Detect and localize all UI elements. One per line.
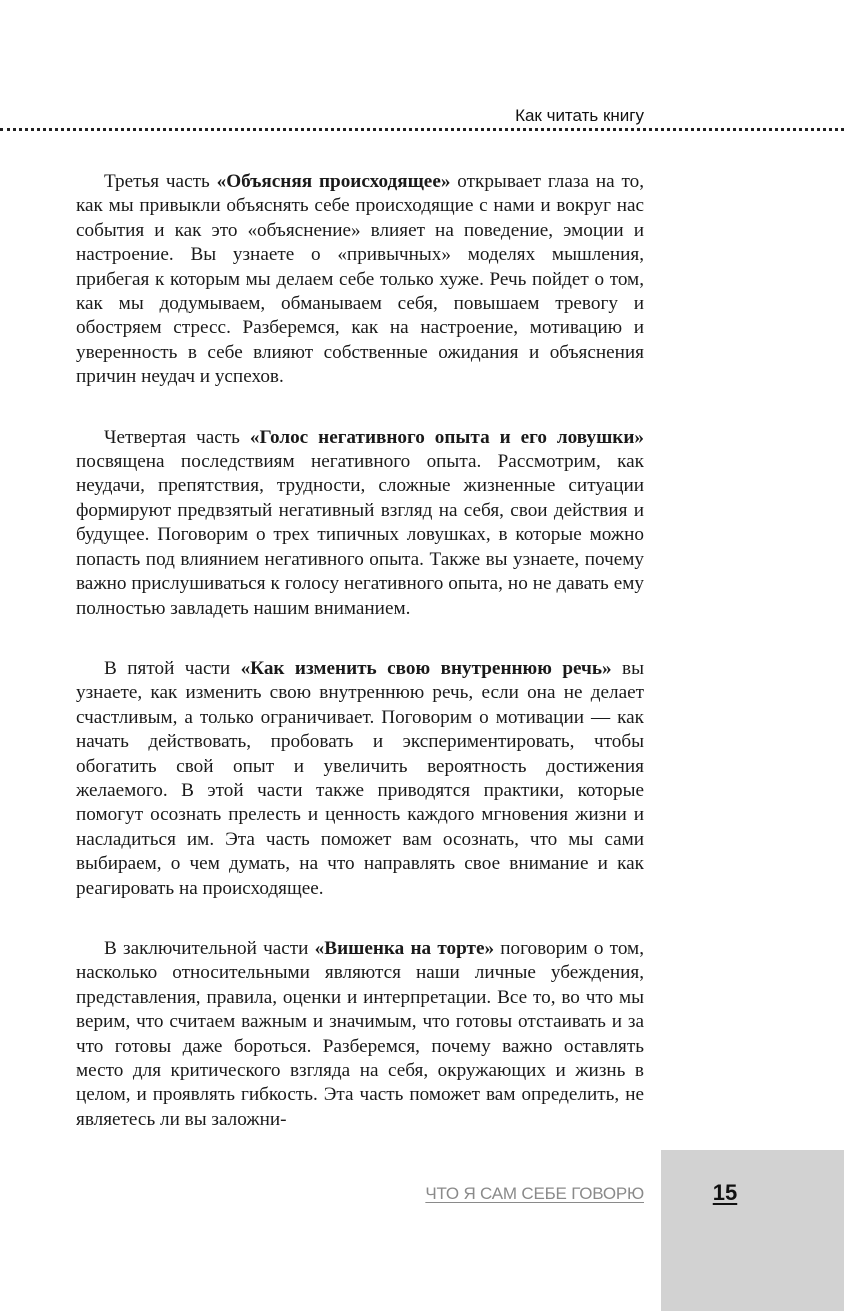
- header-dotted-rule: [0, 128, 844, 131]
- paragraph-text: посвящена последствиям негативного опыта. Рассмотрим, как неудачи, препятствия, трудности, сложные жизненные ситуации формируют предвзятый негативный взгляд на себя, свои действия и будущее. Поговорим о трех типичных ловушках, в которые можно попасть под влиянием негативного опыта. Также вы узнаете, почему важно прислушиваться к голосу негативного опыта, но не давать ему полностью завладеть нашим вниманием.: [76, 451, 644, 619]
- running-title: Как читать книгу: [515, 106, 644, 125]
- section-title-bold: «Как изменить свою внутреннюю речь»: [240, 657, 612, 679]
- page-number: 15: [712, 1180, 738, 1205]
- paragraph-part-four: [76, 426, 644, 621]
- section-title-bold: «Вишенка на торте»: [314, 937, 495, 959]
- paragraph-lead: В пятой части: [104, 657, 241, 679]
- paragraph-text: открывает глаза на то, как мы привыкли объяснять себе происходящие с нами и вокруг нас события и как это «объяснение» влияет на поведение, эмоции и настроение. Вы узнаете о «привычных» моделях мышления, прибегая к которым мы делаем себе только хуже. Речь пойдет о том, как мы додумываем, обманываем себя, повышаем тревогу и обостряем стресс. Разберемся, как на настроение, мотивацию и уверенность в себе влияют собственные ожидания и объяснения причин неудач и успехов.: [76, 171, 644, 388]
- footer-book-title: ЧТО Я САМ СЕБЕ ГОВОРЮ: [425, 1184, 644, 1203]
- paragraph-final-part: [76, 937, 644, 1132]
- paragraph-text: поговорим о том, насколько относительными являются наши личные убеждения, представления, правила, оценки и интерпретации. Все то, во что мы верим, что считаем важным и значимым, что готовы отстаивать и за что готовы даже бороться. Разберемся, почему важно оставлять место для критического взгляда на себя, окружающих и жизнь в целом, и проявлять гибкость. Эта часть поможет вам определить, не являетесь ли вы заложни-: [76, 937, 644, 1130]
- paragraph-lead: Четвертая часть: [104, 426, 250, 448]
- page-number-tab: [661, 1150, 844, 1311]
- paragraph-text: вы узнаете, как изменить свою внутреннюю речь, если она не делает счастливым, а только ограничивает. Поговорим о мотивации — как начать действовать, пробовать и экспериментировать, чтобы обогатить свой опыт и увеличить вероятность достижения желаемого. В этой части также приводятся практики, которые помогут осознать прелесть и ценность каждого мгновения жизни и насладиться им. Эта часть поможет вам осознать, что мы сами выбираем, о чем думать, на что направлять свое внимание и как реагировать на происходящее.: [76, 657, 645, 899]
- section-title-bold: «Голос негативного опыта и его ловушки»: [249, 426, 644, 448]
- paragraph-part-five: [76, 657, 644, 901]
- section-title-bold: «Объясняя происходящее»: [216, 171, 451, 192]
- body-text: [76, 170, 644, 1168]
- paragraph-lead: В заключительной части: [104, 937, 315, 959]
- paragraph-lead: Третья часть: [104, 171, 217, 192]
- paragraph-part-three: [76, 170, 644, 390]
